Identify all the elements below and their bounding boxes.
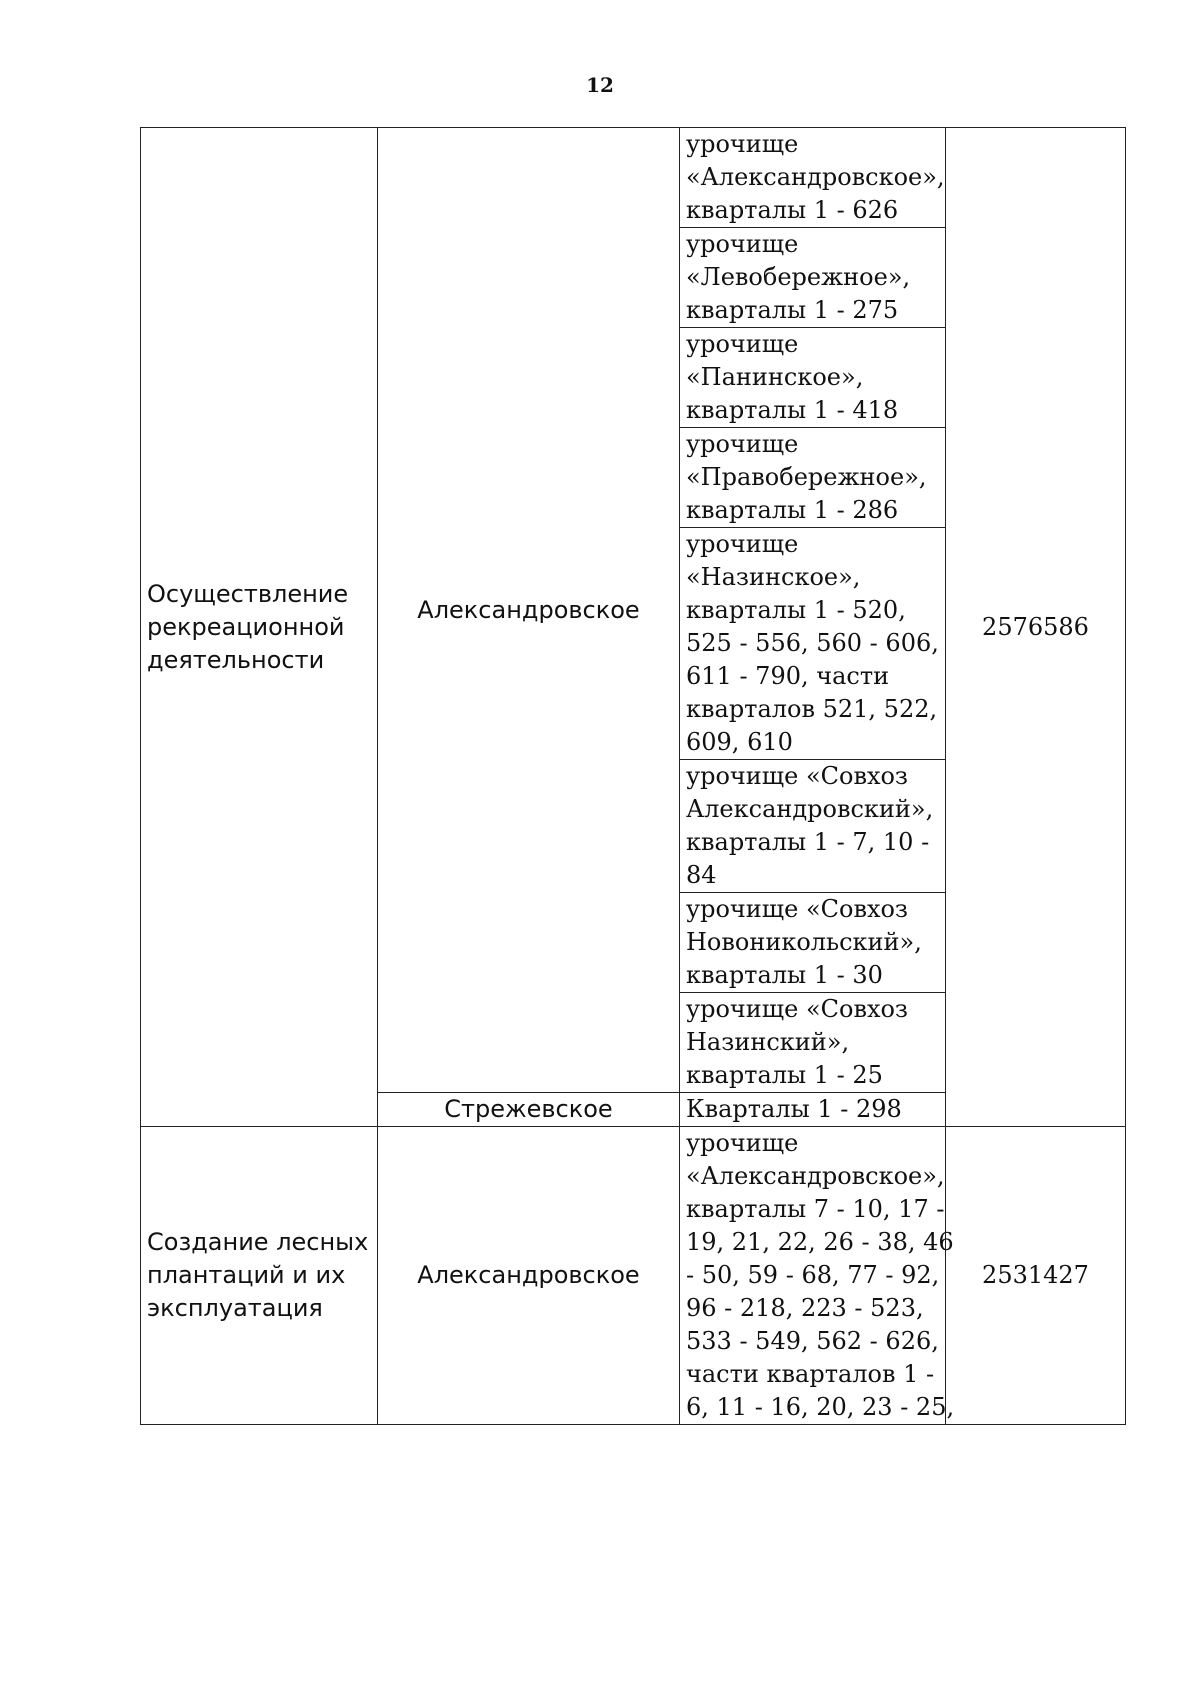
- activity-cell-line: плантаций и их: [147, 1261, 346, 1289]
- tract-cell-line: кварталы 7 - 10, 17 -: [686, 1195, 945, 1223]
- tract-cell: [680, 528, 946, 760]
- district-cell-line: Стрежевское: [444, 1095, 613, 1123]
- tract-cell-line: 533 - 549, 562 - 626,: [686, 1327, 939, 1355]
- tract-cell-line: «Александровское»,: [686, 163, 945, 191]
- tract-cell: [680, 993, 946, 1093]
- tract-cell-line: урочище «Совхоз: [686, 895, 909, 923]
- tract-cell: [680, 328, 946, 428]
- activity-cell: [141, 1127, 378, 1425]
- tract-cell-line: кварталы 1 - 30: [686, 961, 883, 989]
- activity-cell-line: деятельности: [147, 645, 325, 674]
- tract-cell-line: урочище: [686, 230, 799, 258]
- tract-cell-line: урочище «Совхоз: [686, 762, 909, 790]
- area-cell: [946, 1127, 1126, 1425]
- table-row: [141, 128, 1126, 228]
- tract-cell-line: 96 - 218, 223 - 523,: [686, 1294, 924, 1322]
- forest-use-table: [140, 127, 1126, 1425]
- district-cell: [378, 1127, 680, 1425]
- tract-cell-line: - 50, 59 - 68, 77 - 92,: [686, 1261, 940, 1289]
- tract-cell-line: «Правобережное»,: [686, 463, 927, 491]
- tract-cell-line: урочище: [686, 530, 799, 558]
- tract-cell: [680, 428, 946, 528]
- tract-cell-line: урочище: [686, 1129, 799, 1157]
- tract-cell-line: «Назинское»,: [686, 563, 861, 591]
- tract-cell-line: Назинский»,: [686, 1028, 850, 1056]
- tract-cell-line: кварталы 1 - 626: [686, 196, 899, 224]
- activity-cell-line: рекреационной: [147, 612, 345, 641]
- table-row: [141, 1127, 1126, 1425]
- area-cell-line: 2531427: [982, 1261, 1089, 1289]
- activity-cell-line: Осуществление: [147, 579, 349, 608]
- tract-cell-line: урочище: [686, 130, 799, 158]
- district-cell: [378, 1093, 680, 1127]
- tract-cell-line: 19, 21, 22, 26 - 38, 46: [686, 1228, 954, 1256]
- tract-cell: [680, 128, 946, 228]
- tract-cell-line: кварталы 1 - 25: [686, 1061, 883, 1089]
- tract-cell-line: 84: [686, 861, 717, 889]
- tract-cell-line: Кварталы 1 - 298: [686, 1095, 902, 1123]
- tract-cell-line: урочище: [686, 430, 799, 458]
- district-cell: [378, 128, 680, 1093]
- tract-cell-line: Александровский»,: [686, 795, 934, 823]
- activity-cell: [141, 128, 378, 1127]
- tract-cell-line: кварталы 1 - 7, 10 -: [686, 828, 930, 856]
- area-cell: [946, 128, 1126, 1127]
- tract-cell: [680, 760, 946, 893]
- tract-cell-line: «Панинское»,: [686, 363, 864, 391]
- tract-cell-line: 609, 610: [686, 728, 793, 756]
- tract-cell-line: урочище «Совхоз: [686, 995, 909, 1023]
- tract-cell-line: кварталы 1 - 286: [686, 496, 899, 524]
- tract-cell-line: «Левобережное»,: [686, 263, 911, 291]
- district-cell-line: Александровское: [417, 1261, 640, 1289]
- tract-cell: [680, 1127, 955, 1425]
- tract-cell-line: кварталы 1 - 520,: [686, 596, 906, 624]
- tract-cell-line: 611 - 790, части: [686, 662, 890, 690]
- tract-cell-line: части кварталов 1 -: [686, 1360, 935, 1388]
- tract-cell-line: 525 - 556, 560 - 606,: [686, 629, 939, 657]
- activity-cell-line: эксплуатация: [147, 1294, 323, 1322]
- tract-cell-line: кварталы 1 - 418: [686, 396, 899, 424]
- tract-cell-line: Новоникольский»,: [686, 928, 922, 956]
- page-number: 12: [586, 73, 614, 97]
- tract-cell-line: кварталы 1 - 275: [686, 296, 899, 324]
- tract-cell-line: кварталов 521, 522,: [686, 695, 938, 723]
- area-cell-line: 2576586: [982, 612, 1089, 641]
- tract-cell: [680, 893, 946, 993]
- tract-cell-line: урочище: [686, 330, 799, 358]
- tract-cell: [680, 228, 946, 328]
- activity-cell-line: Создание лесных: [147, 1228, 369, 1256]
- tract-cell-line: «Александровское»,: [686, 1162, 945, 1190]
- district-cell-line: Александровское: [417, 595, 640, 624]
- tract-cell: [680, 1093, 946, 1127]
- tract-cell-line: 6, 11 - 16, 20, 23 - 25,: [686, 1393, 955, 1421]
